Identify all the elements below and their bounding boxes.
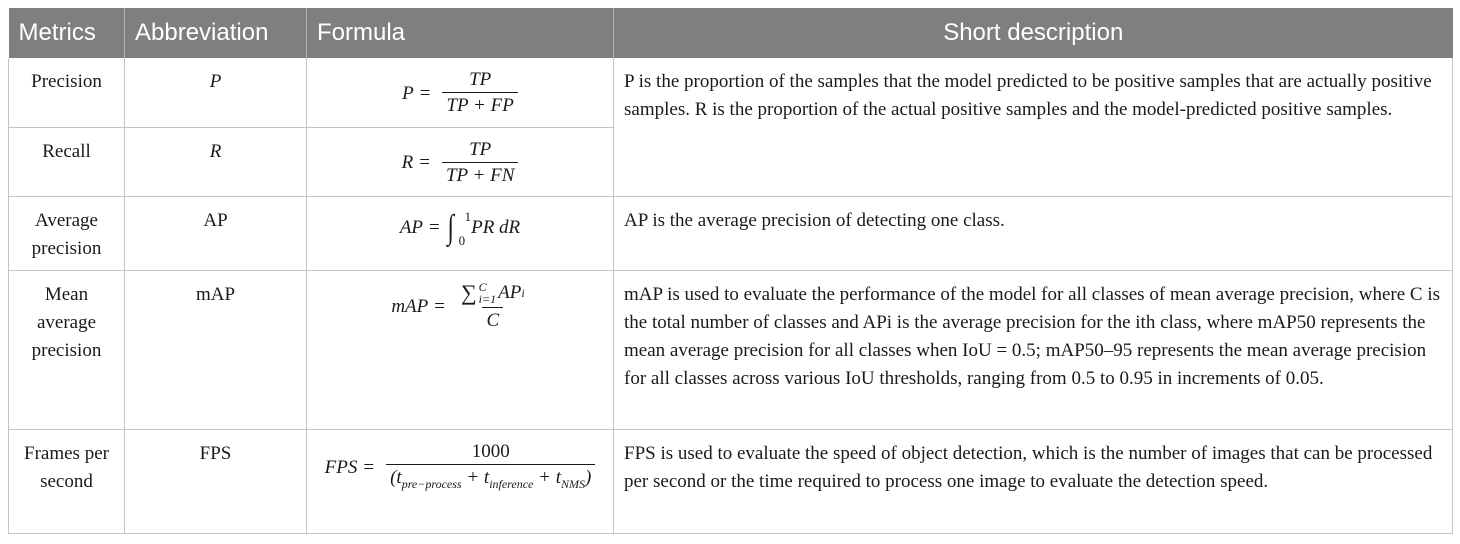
formula-fps-lhs: FPS [324,456,358,478]
description-fps-text: FPS is used to evaluate the speed of object detection, which is the number of images that can be processed per second or the time required to process one image to evaluate the detection speed. [624,442,1433,492]
formula-precision: P = $\frac{TP}{TP + FP}$ [307,58,614,127]
formula-recall-lhs: R [401,152,414,173]
sum-lower: i=1 [478,291,497,306]
formula-recall-num: TP [469,138,492,160]
metric-average-precision: Average precision [9,196,125,270]
formula-ap-lhs: AP [399,216,424,238]
formula-ap-integrand: PR dR [471,216,521,238]
sum-icon: ∑ [460,279,477,305]
description-average-precision-text: AP is the average precision of detecting one class. [624,209,1005,231]
abbr-precision: P [125,58,307,127]
abbr-recall: R [125,127,307,196]
abbr-average-precision: AP [125,196,307,270]
metric-fps: Frames per second [9,429,125,533]
formula-recall-den: TP + FN [442,162,518,189]
metric-precision: Precision [9,58,125,127]
description-precision-recall [614,58,1453,196]
formula-map-lhs: mAP [391,296,429,317]
header-abbreviation: Abbreviation [125,8,307,58]
metric-recall: Recall [9,127,125,196]
sum-term-sub: i [521,285,525,300]
table-row-average-precision [9,196,1453,270]
fps-sub1: pre−process [401,476,462,491]
sum-term: AP [498,281,522,303]
formula-precision-num: TP [469,69,492,90]
fps-t3: t [555,466,561,488]
formula-precision-den: TP + FP [442,92,517,119]
integral-upper: 1 [464,208,472,224]
description-mean-average-precision-text: mAP is used to evaluate the performance of the model for all classes of mean average precision, where C is the total number of classes and APi is the average precision for the ith class, where mAP50 represents the mean average precision for all classes when IoU = 0.5; mAP50–95 represents the mean average precision for all classes across various IoU thresholds, ranging from 0.5 to 0.95 in increments of 0.05. [624,283,1441,389]
table-row-fps [9,429,1453,533]
fps-t1: t [396,466,402,488]
formula-average-precision: AP = ∫ 1 0 PR dR [307,196,614,270]
metrics-table [8,8,1453,534]
table-row-mean-average-precision [9,270,1453,429]
formula-map-den: C [482,307,503,334]
description-average-precision [614,196,1453,270]
sum-upper: C [478,279,487,294]
description-fps [614,429,1453,533]
description-mean-average-precision [614,270,1453,429]
formula-mean-average-precision: mAP = ∑ C i=1 AP i C [307,270,614,429]
header-formula: Formula [307,8,614,58]
header-metrics: Metrics [9,8,125,58]
metric-mean-average-precision: Mean average precision [9,270,125,429]
fps-sub2: inference [489,476,534,491]
fps-sub3: NMS [561,476,585,491]
formula-fps-num: 1000 [471,440,510,462]
table-row-precision [9,58,1453,127]
description-precision-recall-text: P is the proportion of the samples that the model predicted to be positive samples that are actually positive samples. R is the proportion of the actual positive samples and the model-predicted positive samples. [624,71,1432,120]
formula-precision-lhs: P [402,82,414,104]
formula-fps: FPS = $\frac{1000}{(t_{pre-process} + t_{inference} + t_{NMS})}$ [307,429,614,533]
abbr-mean-average-precision: mAP [125,270,307,429]
header-description: Short description [614,8,1453,58]
header-row [9,8,1453,58]
fps-t2: t [483,466,490,488]
formula-recall: R = $\frac{TP}{TP + FN}$ [307,127,614,196]
integral-lower: 0 [458,232,466,248]
integral-icon: ∫ [447,208,454,246]
abbr-fps: FPS [125,429,307,533]
